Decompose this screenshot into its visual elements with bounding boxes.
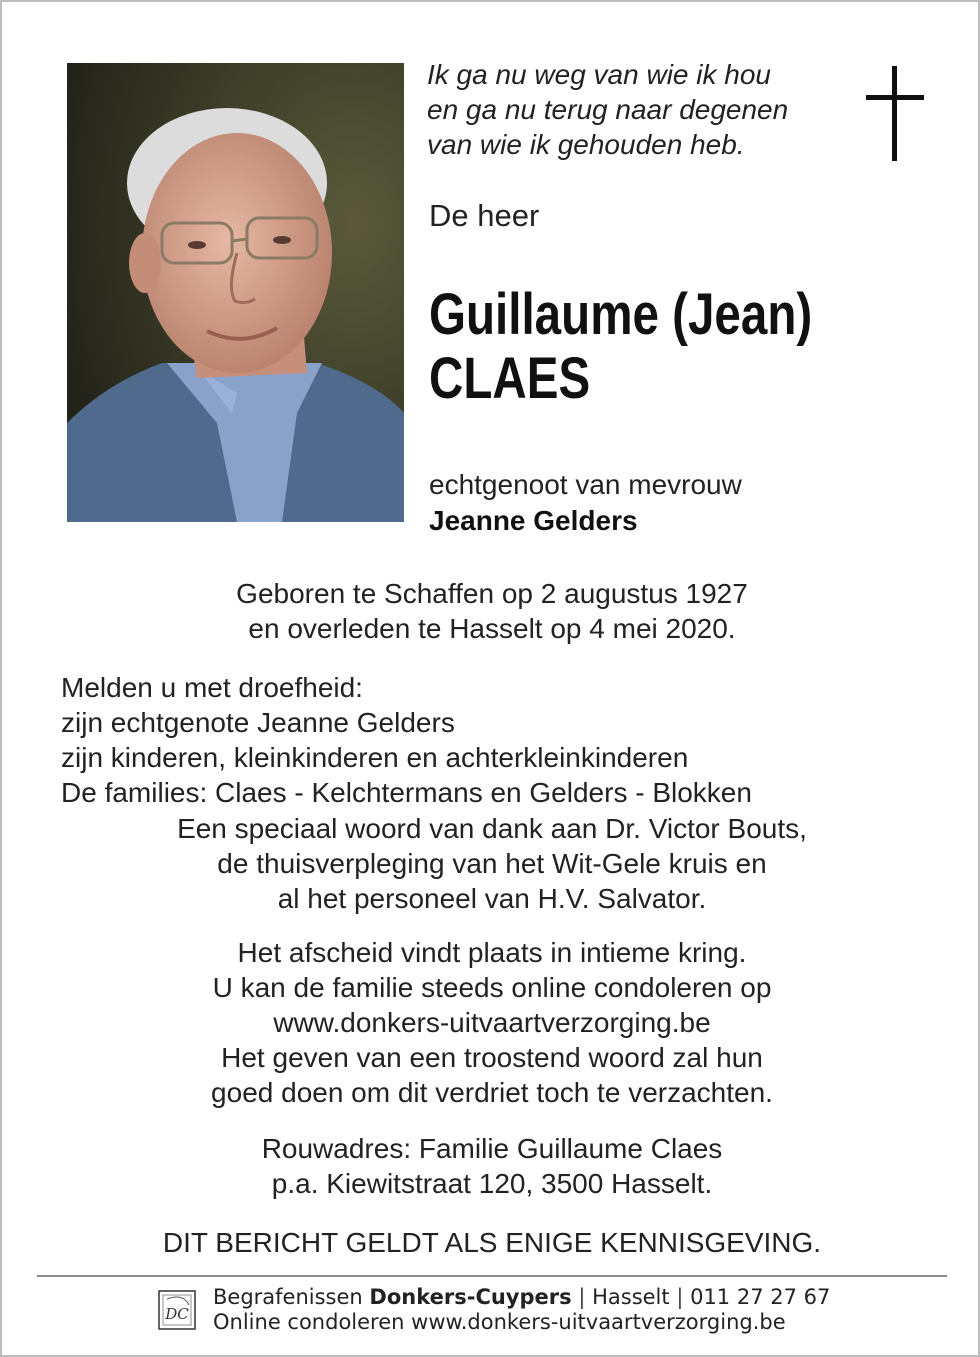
- mourners-line: De families: Claes - Kelchtermans en Gelders - Blokken: [61, 777, 752, 808]
- spouse-intro: echtgenoot van mevrouw: [429, 469, 742, 500]
- mourners-list: [61, 670, 752, 810]
- mourners-line: zijn kinderen, kleinkinderen en achterkleinkinderen: [61, 742, 689, 773]
- footer-city: Hasselt: [592, 1285, 670, 1309]
- footer-phone: 011 27 27 67: [690, 1285, 831, 1309]
- poem-line: en ga nu terug naar degenen: [427, 94, 789, 125]
- funeral-home-logo-icon: [157, 1289, 197, 1331]
- deceased-name: [429, 283, 812, 411]
- farewell-line: U kan de familie steeds online condoleren op: [212, 972, 772, 1003]
- farewell-website: www.donkers-uitvaartverzorging.be: [273, 1007, 711, 1038]
- address-line: Rouwadres: Familie Guillaume Claes: [261, 1133, 723, 1164]
- deceased-first-name: Guillaume (Jean): [429, 282, 813, 347]
- poem-line: Ik ga nu weg van wie ik hou: [427, 59, 771, 90]
- notice: DIT BERICHT GELDT ALS ENIGE KENNISGEVING.: [162, 1227, 822, 1258]
- birth-death-info: [2, 576, 980, 646]
- footer-line-online: [213, 1310, 830, 1335]
- deceased-last-name: CLAES: [429, 346, 591, 411]
- thanks-line: al het personeel van H.V. Salvator.: [277, 883, 707, 914]
- farewell-line: Het afscheid vindt plaats in intieme kring.: [237, 937, 747, 968]
- footer-prefix: Begrafenissen: [213, 1285, 363, 1309]
- footer-company: Donkers-Cuypers: [369, 1285, 572, 1309]
- portrait-illustration: [67, 63, 404, 522]
- cross-icon: [866, 66, 924, 161]
- footer-online-label: Online condoleren: [213, 1310, 405, 1334]
- thanks-line: Een speciaal woord van dank aan Dr. Victor Bouts,: [177, 813, 807, 844]
- spouse-name: Jeanne Gelders: [429, 505, 638, 536]
- address-line: p.a. Kiewitstraat 120, 3500 Hasselt.: [271, 1168, 713, 1199]
- footer-separator: |: [676, 1285, 684, 1309]
- poem: [427, 57, 857, 162]
- death-line: en overleden te Hasselt op 4 mei 2020.: [248, 613, 736, 644]
- footer-line-company: [213, 1285, 830, 1310]
- thanks-line: de thuisverpleging van het Wit-Gele kruis en: [217, 848, 767, 879]
- farewell-section: [2, 935, 980, 1110]
- portrait-photo: [67, 63, 404, 522]
- logo-letters: DC: [165, 1305, 189, 1323]
- address-section: [2, 1131, 980, 1201]
- mourners-line: Melden u met droefheid:: [61, 672, 363, 703]
- footer-text: [213, 1285, 830, 1335]
- thanks-section: [2, 811, 980, 916]
- birth-line: Geboren te Schaffen op 2 augustus 1927: [236, 578, 748, 609]
- farewell-line: goed doen om dit verdriet toch te verzachten.: [211, 1077, 773, 1108]
- poem-line: van wie ik gehouden heb.: [427, 129, 745, 160]
- footer-separator: |: [578, 1285, 586, 1309]
- mourners-line: zijn echtgenote Jeanne Gelders: [61, 707, 455, 738]
- footer-website-link[interactable]: www.donkers-uitvaartverzorging.be: [411, 1310, 786, 1334]
- footer-divider: [37, 1275, 947, 1277]
- title-prefix: De heer: [429, 198, 540, 233]
- farewell-line: Het geven van een troostend woord zal hun: [221, 1042, 763, 1073]
